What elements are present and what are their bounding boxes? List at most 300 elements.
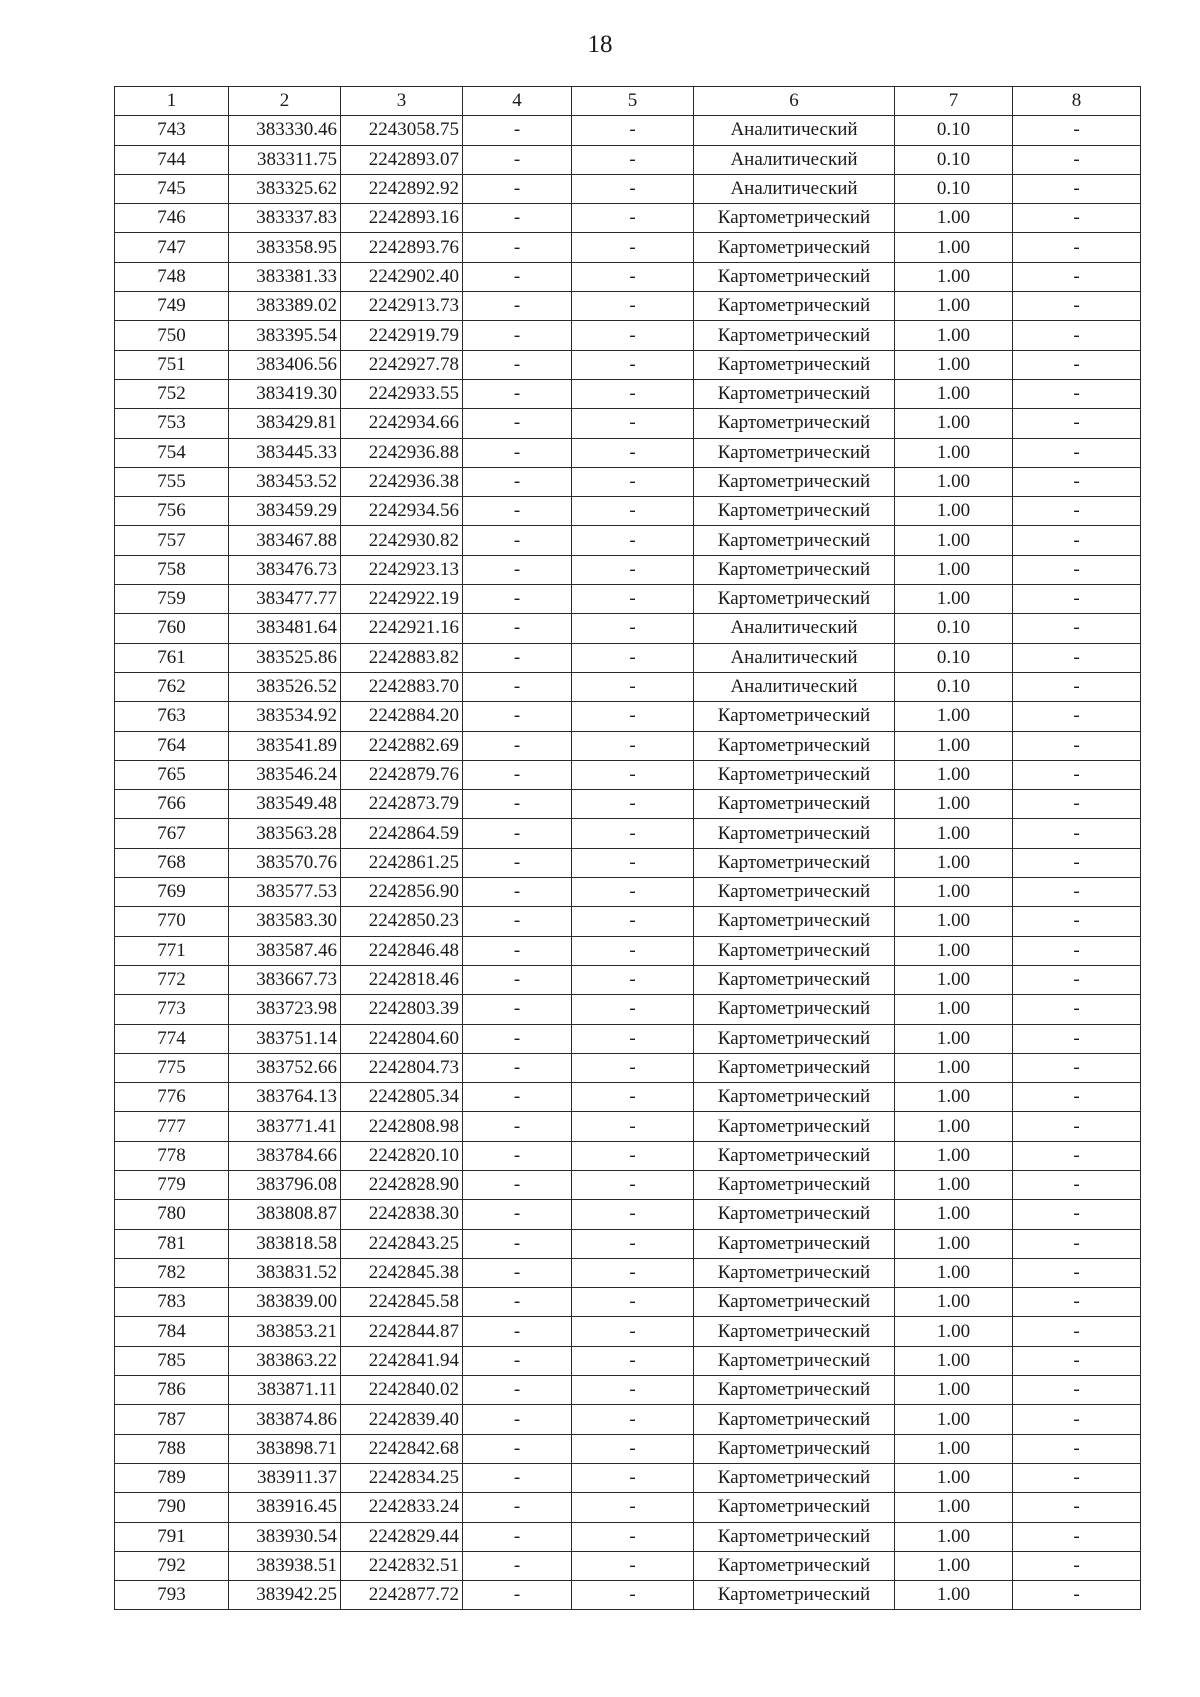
- x-coordinate-cell: 383771.41: [229, 1112, 341, 1141]
- point-number-cell: 764: [115, 731, 229, 760]
- x-coordinate-cell: 383395.54: [229, 321, 341, 350]
- method-cell: Картометрический: [694, 702, 895, 731]
- point-number-cell: 777: [115, 1112, 229, 1141]
- method-cell: Аналитический: [694, 145, 895, 174]
- x-coordinate-cell: 383930.54: [229, 1522, 341, 1551]
- col-5-value-cell: -: [572, 614, 694, 643]
- accuracy-cell: 1.00: [895, 1200, 1013, 1229]
- method-cell: Картометрический: [694, 1112, 895, 1141]
- method-cell: Картометрический: [694, 848, 895, 877]
- col-5-value-cell: -: [572, 907, 694, 936]
- accuracy-cell: 1.00: [895, 760, 1013, 789]
- method-cell: Картометрический: [694, 1141, 895, 1170]
- point-number-cell: 746: [115, 204, 229, 233]
- col-4-value-cell: -: [463, 379, 572, 408]
- point-number-cell: 787: [115, 1405, 229, 1434]
- x-coordinate-cell: 383429.81: [229, 409, 341, 438]
- x-coordinate-cell: 383325.62: [229, 174, 341, 203]
- col-4-value-cell: -: [463, 1581, 572, 1610]
- method-cell: Картометрический: [694, 790, 895, 819]
- y-coordinate-cell: 2242934.66: [341, 409, 463, 438]
- col-8-value-cell: -: [1013, 1112, 1141, 1141]
- col-8-value-cell: -: [1013, 1581, 1141, 1610]
- col-8-value-cell: -: [1013, 1405, 1141, 1434]
- col-8-value-cell: -: [1013, 555, 1141, 584]
- x-coordinate-cell: 383563.28: [229, 819, 341, 848]
- y-coordinate-cell: 2242840.02: [341, 1376, 463, 1405]
- point-number-cell: 763: [115, 702, 229, 731]
- col-8-value-cell: -: [1013, 672, 1141, 701]
- col-4-value-cell: -: [463, 1170, 572, 1199]
- point-number-cell: 781: [115, 1229, 229, 1258]
- method-cell: Аналитический: [694, 643, 895, 672]
- point-number-cell: 771: [115, 936, 229, 965]
- accuracy-cell: 1.00: [895, 1376, 1013, 1405]
- col-4-value-cell: -: [463, 819, 572, 848]
- method-cell: Картометрический: [694, 1434, 895, 1463]
- accuracy-cell: 0.10: [895, 145, 1013, 174]
- col-4-value-cell: -: [463, 497, 572, 526]
- y-coordinate-cell: 2242828.90: [341, 1170, 463, 1199]
- y-coordinate-cell: 2242805.34: [341, 1083, 463, 1112]
- table-row: [115, 1053, 1141, 1082]
- y-coordinate-cell: 2242804.73: [341, 1053, 463, 1082]
- x-coordinate-cell: 383525.86: [229, 643, 341, 672]
- col-4-value-cell: -: [463, 1053, 572, 1082]
- y-coordinate-cell: 2242893.76: [341, 233, 463, 262]
- col-8-value-cell: -: [1013, 262, 1141, 291]
- col-8-value-cell: -: [1013, 438, 1141, 467]
- method-cell: Картометрический: [694, 1200, 895, 1229]
- accuracy-cell: 1.00: [895, 848, 1013, 877]
- col-5-value-cell: -: [572, 145, 694, 174]
- table-row: [115, 1522, 1141, 1551]
- point-number-cell: 782: [115, 1258, 229, 1287]
- x-coordinate-cell: 383541.89: [229, 731, 341, 760]
- point-number-cell: 756: [115, 497, 229, 526]
- table-row: [115, 204, 1141, 233]
- accuracy-cell: 1.00: [895, 497, 1013, 526]
- column-header: 6: [694, 87, 895, 116]
- col-4-value-cell: -: [463, 174, 572, 203]
- y-coordinate-cell: 2242843.25: [341, 1229, 463, 1258]
- col-5-value-cell: -: [572, 878, 694, 907]
- col-8-value-cell: -: [1013, 702, 1141, 731]
- method-cell: Картометрический: [694, 1405, 895, 1434]
- col-8-value-cell: -: [1013, 643, 1141, 672]
- accuracy-cell: 1.00: [895, 1405, 1013, 1434]
- col-8-value-cell: -: [1013, 819, 1141, 848]
- y-coordinate-cell: 2242936.38: [341, 467, 463, 496]
- point-number-cell: 786: [115, 1376, 229, 1405]
- col-5-value-cell: -: [572, 174, 694, 203]
- point-number-cell: 758: [115, 555, 229, 584]
- accuracy-cell: 0.10: [895, 672, 1013, 701]
- col-4-value-cell: -: [463, 321, 572, 350]
- col-4-value-cell: -: [463, 936, 572, 965]
- point-number-cell: 752: [115, 379, 229, 408]
- col-8-value-cell: -: [1013, 321, 1141, 350]
- table-row: [115, 292, 1141, 321]
- x-coordinate-cell: 383389.02: [229, 292, 341, 321]
- table-row: [115, 731, 1141, 760]
- col-5-value-cell: -: [572, 1581, 694, 1610]
- col-8-value-cell: -: [1013, 1141, 1141, 1170]
- col-8-value-cell: -: [1013, 1170, 1141, 1199]
- accuracy-cell: 0.10: [895, 643, 1013, 672]
- col-5-value-cell: -: [572, 1170, 694, 1199]
- x-coordinate-cell: 383583.30: [229, 907, 341, 936]
- accuracy-cell: 1.00: [895, 292, 1013, 321]
- method-cell: Картометрический: [694, 1551, 895, 1580]
- table-row: [115, 1376, 1141, 1405]
- col-4-value-cell: -: [463, 1083, 572, 1112]
- method-cell: Картометрический: [694, 1229, 895, 1258]
- col-5-value-cell: -: [572, 1493, 694, 1522]
- col-4-value-cell: -: [463, 1229, 572, 1258]
- method-cell: Картометрический: [694, 292, 895, 321]
- table-row: [115, 555, 1141, 584]
- accuracy-cell: 1.00: [895, 233, 1013, 262]
- y-coordinate-cell: 2242829.44: [341, 1522, 463, 1551]
- accuracy-cell: 1.00: [895, 1112, 1013, 1141]
- method-cell: Картометрический: [694, 233, 895, 262]
- accuracy-cell: 1.00: [895, 965, 1013, 994]
- col-5-value-cell: -: [572, 1229, 694, 1258]
- col-4-value-cell: -: [463, 1024, 572, 1053]
- table-row: [115, 1317, 1141, 1346]
- y-coordinate-cell: 2243058.75: [341, 116, 463, 145]
- point-number-cell: 788: [115, 1434, 229, 1463]
- point-number-cell: 767: [115, 819, 229, 848]
- col-5-value-cell: -: [572, 497, 694, 526]
- point-number-cell: 754: [115, 438, 229, 467]
- col-5-value-cell: -: [572, 585, 694, 614]
- y-coordinate-cell: 2242820.10: [341, 1141, 463, 1170]
- accuracy-cell: 1.00: [895, 702, 1013, 731]
- table-row: [115, 672, 1141, 701]
- col-8-value-cell: -: [1013, 145, 1141, 174]
- accuracy-cell: 1.00: [895, 1024, 1013, 1053]
- col-5-value-cell: -: [572, 321, 694, 350]
- method-cell: Картометрический: [694, 1493, 895, 1522]
- method-cell: Картометрический: [694, 1170, 895, 1199]
- method-cell: Картометрический: [694, 878, 895, 907]
- col-4-value-cell: -: [463, 1405, 572, 1434]
- col-5-value-cell: -: [572, 1551, 694, 1580]
- col-5-value-cell: -: [572, 1083, 694, 1112]
- col-4-value-cell: -: [463, 526, 572, 555]
- y-coordinate-cell: 2242841.94: [341, 1346, 463, 1375]
- column-header: 1: [115, 87, 229, 116]
- point-number-cell: 745: [115, 174, 229, 203]
- method-cell: Картометрический: [694, 995, 895, 1024]
- col-4-value-cell: -: [463, 233, 572, 262]
- y-coordinate-cell: 2242833.24: [341, 1493, 463, 1522]
- method-cell: Аналитический: [694, 614, 895, 643]
- table-row: [115, 819, 1141, 848]
- method-cell: Аналитический: [694, 116, 895, 145]
- col-4-value-cell: -: [463, 731, 572, 760]
- method-cell: Картометрический: [694, 409, 895, 438]
- x-coordinate-cell: 383723.98: [229, 995, 341, 1024]
- point-number-cell: 776: [115, 1083, 229, 1112]
- col-4-value-cell: -: [463, 1258, 572, 1287]
- col-5-value-cell: -: [572, 1200, 694, 1229]
- y-coordinate-cell: 2242927.78: [341, 350, 463, 379]
- x-coordinate-cell: 383453.52: [229, 467, 341, 496]
- col-5-value-cell: -: [572, 1141, 694, 1170]
- col-4-value-cell: -: [463, 467, 572, 496]
- point-number-cell: 769: [115, 878, 229, 907]
- col-5-value-cell: -: [572, 350, 694, 379]
- col-8-value-cell: -: [1013, 379, 1141, 408]
- method-cell: Картометрический: [694, 1463, 895, 1492]
- x-coordinate-cell: 383406.56: [229, 350, 341, 379]
- table-row: [115, 1258, 1141, 1287]
- table-row: [115, 497, 1141, 526]
- column-header: 8: [1013, 87, 1141, 116]
- col-5-value-cell: -: [572, 526, 694, 555]
- col-4-value-cell: -: [463, 995, 572, 1024]
- col-8-value-cell: -: [1013, 409, 1141, 438]
- table-row: [115, 878, 1141, 907]
- y-coordinate-cell: 2242834.25: [341, 1463, 463, 1492]
- col-5-value-cell: -: [572, 848, 694, 877]
- method-cell: Картометрический: [694, 321, 895, 350]
- point-number-cell: 789: [115, 1463, 229, 1492]
- table-row: [115, 409, 1141, 438]
- table-row: [115, 1434, 1141, 1463]
- y-coordinate-cell: 2242936.88: [341, 438, 463, 467]
- x-coordinate-cell: 383358.95: [229, 233, 341, 262]
- method-cell: Картометрический: [694, 1288, 895, 1317]
- accuracy-cell: 1.00: [895, 350, 1013, 379]
- method-cell: Картометрический: [694, 760, 895, 789]
- col-4-value-cell: -: [463, 643, 572, 672]
- x-coordinate-cell: 383549.48: [229, 790, 341, 819]
- point-number-cell: 747: [115, 233, 229, 262]
- method-cell: Картометрический: [694, 819, 895, 848]
- x-coordinate-cell: 383337.83: [229, 204, 341, 233]
- point-number-cell: 750: [115, 321, 229, 350]
- col-5-value-cell: -: [572, 965, 694, 994]
- y-coordinate-cell: 2242933.55: [341, 379, 463, 408]
- col-8-value-cell: -: [1013, 292, 1141, 321]
- x-coordinate-cell: 383445.33: [229, 438, 341, 467]
- col-4-value-cell: -: [463, 1200, 572, 1229]
- table-row: [115, 760, 1141, 789]
- method-cell: Картометрический: [694, 438, 895, 467]
- col-5-value-cell: -: [572, 1376, 694, 1405]
- method-cell: Картометрический: [694, 1258, 895, 1287]
- point-number-cell: 791: [115, 1522, 229, 1551]
- col-5-value-cell: -: [572, 819, 694, 848]
- table-row: [115, 116, 1141, 145]
- method-cell: Картометрический: [694, 1083, 895, 1112]
- accuracy-cell: 1.00: [895, 878, 1013, 907]
- table-row: [115, 174, 1141, 203]
- y-coordinate-cell: 2242808.98: [341, 1112, 463, 1141]
- col-5-value-cell: -: [572, 1317, 694, 1346]
- y-coordinate-cell: 2242923.13: [341, 555, 463, 584]
- table-row: [115, 1112, 1141, 1141]
- col-8-value-cell: -: [1013, 1551, 1141, 1580]
- col-8-value-cell: -: [1013, 965, 1141, 994]
- page-number: 18: [587, 31, 613, 58]
- method-cell: Картометрический: [694, 936, 895, 965]
- col-4-value-cell: -: [463, 585, 572, 614]
- table-row: [115, 702, 1141, 731]
- accuracy-cell: 1.00: [895, 1463, 1013, 1492]
- x-coordinate-cell: 383546.24: [229, 760, 341, 789]
- column-header: 7: [895, 87, 1013, 116]
- accuracy-cell: 1.00: [895, 1288, 1013, 1317]
- y-coordinate-cell: 2242845.58: [341, 1288, 463, 1317]
- col-4-value-cell: -: [463, 350, 572, 379]
- point-number-cell: 785: [115, 1346, 229, 1375]
- accuracy-cell: 1.00: [895, 204, 1013, 233]
- col-4-value-cell: -: [463, 614, 572, 643]
- col-4-value-cell: -: [463, 1346, 572, 1375]
- table-row: [115, 1463, 1141, 1492]
- col-5-value-cell: -: [572, 262, 694, 291]
- point-number-cell: 759: [115, 585, 229, 614]
- col-5-value-cell: -: [572, 1522, 694, 1551]
- col-8-value-cell: -: [1013, 1258, 1141, 1287]
- col-8-value-cell: -: [1013, 790, 1141, 819]
- accuracy-cell: 0.10: [895, 116, 1013, 145]
- y-coordinate-cell: 2242893.07: [341, 145, 463, 174]
- col-5-value-cell: -: [572, 1405, 694, 1434]
- accuracy-cell: 1.00: [895, 1434, 1013, 1463]
- col-5-value-cell: -: [572, 790, 694, 819]
- x-coordinate-cell: 383476.73: [229, 555, 341, 584]
- accuracy-cell: 1.00: [895, 790, 1013, 819]
- x-coordinate-cell: 383459.29: [229, 497, 341, 526]
- y-coordinate-cell: 2242922.19: [341, 585, 463, 614]
- y-coordinate-cell: 2242893.16: [341, 204, 463, 233]
- table-row: [115, 1141, 1141, 1170]
- col-4-value-cell: -: [463, 1493, 572, 1522]
- y-coordinate-cell: 2242856.90: [341, 878, 463, 907]
- x-coordinate-cell: 383477.77: [229, 585, 341, 614]
- accuracy-cell: 1.00: [895, 438, 1013, 467]
- col-4-value-cell: -: [463, 409, 572, 438]
- accuracy-cell: 1.00: [895, 526, 1013, 555]
- col-8-value-cell: -: [1013, 116, 1141, 145]
- x-coordinate-cell: 383898.71: [229, 1434, 341, 1463]
- x-coordinate-cell: 383467.88: [229, 526, 341, 555]
- col-4-value-cell: -: [463, 1141, 572, 1170]
- col-5-value-cell: -: [572, 233, 694, 262]
- y-coordinate-cell: 2242913.73: [341, 292, 463, 321]
- y-coordinate-cell: 2242883.70: [341, 672, 463, 701]
- col-8-value-cell: -: [1013, 1434, 1141, 1463]
- accuracy-cell: 1.00: [895, 1581, 1013, 1610]
- method-cell: Картометрический: [694, 262, 895, 291]
- method-cell: Картометрический: [694, 526, 895, 555]
- point-number-cell: 780: [115, 1200, 229, 1229]
- col-5-value-cell: -: [572, 409, 694, 438]
- col-8-value-cell: -: [1013, 1463, 1141, 1492]
- x-coordinate-cell: 383311.75: [229, 145, 341, 174]
- point-number-cell: 749: [115, 292, 229, 321]
- col-5-value-cell: -: [572, 731, 694, 760]
- col-8-value-cell: -: [1013, 1083, 1141, 1112]
- col-8-value-cell: -: [1013, 1317, 1141, 1346]
- y-coordinate-cell: 2242818.46: [341, 965, 463, 994]
- accuracy-cell: 1.00: [895, 1522, 1013, 1551]
- col-4-value-cell: -: [463, 292, 572, 321]
- column-header: 5: [572, 87, 694, 116]
- col-8-value-cell: -: [1013, 497, 1141, 526]
- column-header: 3: [341, 87, 463, 116]
- table-row: [115, 350, 1141, 379]
- method-cell: Аналитический: [694, 174, 895, 203]
- y-coordinate-cell: 2242934.56: [341, 497, 463, 526]
- method-cell: Картометрический: [694, 1376, 895, 1405]
- method-cell: Картометрический: [694, 1522, 895, 1551]
- x-coordinate-cell: 383577.53: [229, 878, 341, 907]
- col-8-value-cell: -: [1013, 233, 1141, 262]
- col-8-value-cell: -: [1013, 1522, 1141, 1551]
- point-number-cell: 793: [115, 1581, 229, 1610]
- col-4-value-cell: -: [463, 965, 572, 994]
- x-coordinate-cell: 383871.11: [229, 1376, 341, 1405]
- point-number-cell: 751: [115, 350, 229, 379]
- accuracy-cell: 0.10: [895, 174, 1013, 203]
- x-coordinate-cell: 383863.22: [229, 1346, 341, 1375]
- x-coordinate-cell: 383938.51: [229, 1551, 341, 1580]
- col-5-value-cell: -: [572, 116, 694, 145]
- col-8-value-cell: -: [1013, 1229, 1141, 1258]
- x-coordinate-cell: 383764.13: [229, 1083, 341, 1112]
- method-cell: Картометрический: [694, 907, 895, 936]
- y-coordinate-cell: 2242877.72: [341, 1581, 463, 1610]
- accuracy-cell: 1.00: [895, 467, 1013, 496]
- y-coordinate-cell: 2242832.51: [341, 1551, 463, 1580]
- x-coordinate-cell: 383942.25: [229, 1581, 341, 1610]
- y-coordinate-cell: 2242930.82: [341, 526, 463, 555]
- point-number-cell: 762: [115, 672, 229, 701]
- table-row: [115, 907, 1141, 936]
- method-cell: Картометрический: [694, 467, 895, 496]
- table-row: [115, 262, 1141, 291]
- col-5-value-cell: -: [572, 292, 694, 321]
- point-number-cell: 744: [115, 145, 229, 174]
- accuracy-cell: 1.00: [895, 1317, 1013, 1346]
- col-5-value-cell: -: [572, 936, 694, 965]
- y-coordinate-cell: 2242884.20: [341, 702, 463, 731]
- table-row: [115, 1346, 1141, 1375]
- col-8-value-cell: -: [1013, 204, 1141, 233]
- table-row: [115, 1024, 1141, 1053]
- y-coordinate-cell: 2242838.30: [341, 1200, 463, 1229]
- y-coordinate-cell: 2242882.69: [341, 731, 463, 760]
- x-coordinate-cell: 383853.21: [229, 1317, 341, 1346]
- col-5-value-cell: -: [572, 760, 694, 789]
- accuracy-cell: 0.10: [895, 614, 1013, 643]
- method-cell: Картометрический: [694, 1346, 895, 1375]
- col-5-value-cell: -: [572, 467, 694, 496]
- x-coordinate-cell: 383587.46: [229, 936, 341, 965]
- x-coordinate-cell: 383874.86: [229, 1405, 341, 1434]
- col-5-value-cell: -: [572, 672, 694, 701]
- col-5-value-cell: -: [572, 438, 694, 467]
- method-cell: Картометрический: [694, 965, 895, 994]
- method-cell: Картометрический: [694, 379, 895, 408]
